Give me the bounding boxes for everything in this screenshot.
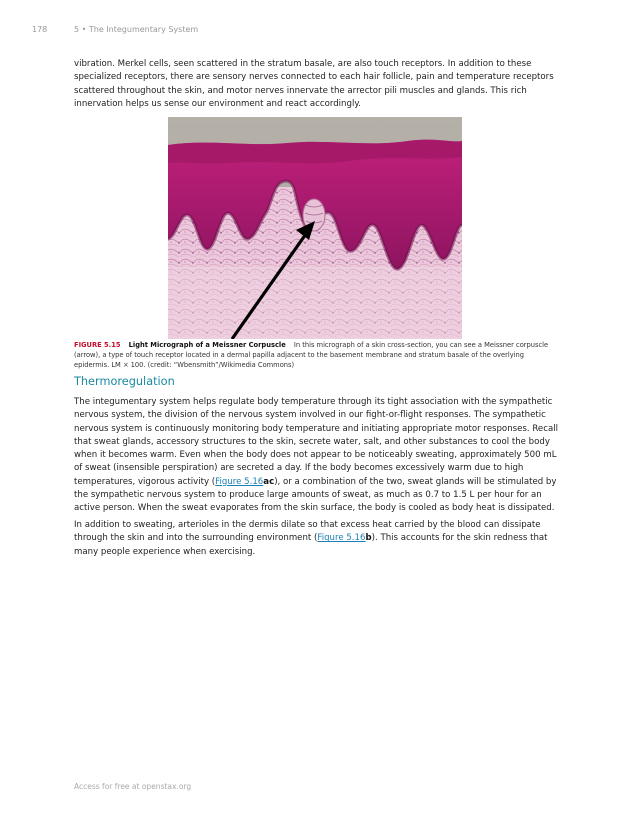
p3-text-end: ). This accounts for the skin redness that many people experience when exercising. <box>74 533 548 557</box>
p3-text-start: In addition to sweating, arterioles in the dermis dilate so that excess heat carried by the blood can dissipate through the skin and into the surrounding environment ( <box>74 520 541 544</box>
p2-text-end: ), or a combination of the two, sweat glands will be stimulated by the sympathetic nervous system to produce large amounts of sweat, as much as 0.7 to 1.5 L per hour for an active person. When the sweat evaporates from the skin surface, the body is cooled as body heat is dissipated. <box>74 476 557 514</box>
figure-caption-text: In this micrograph of a skin cross-section, you can see a Meissner corpuscle (arrow), a type of touch receptor located in a dermal papilla adjacent to the basement membrane and stratum basale of the overlying epidermis. LM × 100. (credit: “Wbensmith”/Wikimedia Commons) <box>74 341 549 369</box>
page-number: 178 <box>32 25 48 34</box>
intro-paragraph: vibration. Merkel cells, seen scattered in the stratum basale, are also touch receptors. In addition to these specialized receptors, there are sensory nerves connected to each hair follicle, pain and temperature receptors scattered throughout the skin, and motor nerves innervate the arrector pili muscles and glands. This rich innervation helps us sense our environment and react accordingly. <box>74 59 554 109</box>
section-heading: Thermoregulation <box>74 375 175 388</box>
figure-caption <box>74 341 558 370</box>
figure-link-5-16-b[interactable]: Figure 5.16 <box>317 533 366 544</box>
thermoregulation-paragraph-2 <box>74 519 558 559</box>
micrograph-figure <box>168 117 462 339</box>
thermoregulation-paragraph-1 <box>74 396 558 516</box>
figure-label: FIGURE 5.15 <box>74 341 121 349</box>
figure-link-5-16-ac[interactable]: Figure 5.16 <box>215 476 264 487</box>
meissner-corpuscle-micrograph <box>168 117 462 339</box>
figure-title: Light Micrograph of a Meissner Corpuscle <box>128 341 286 349</box>
figure-part-b: b <box>365 533 372 544</box>
page-footer[interactable]: Access for free at openstax.org <box>74 782 192 791</box>
figure-part-ac: ac <box>263 476 275 487</box>
chapter-title: 5 • The Integumentary System <box>74 25 199 34</box>
p2-text-start: The integumentary system helps regulate body temperature through its tight association with the sympathetic nervous system, the division of the nervous system involved in our fight-or-flight responses. The sympathetic nervous system is continuously monitoring body temperature and initiating appropriate motor responses. Recall that sweat glands, accessory structures to the skin, secrete water, salt, and other substances to cool the body when it becomes warm. Even when the body does not appear to be noticeably sweating, approximately 500 mL of sweat (insensible perspiration) are secreted a day. If the body becomes excessively warm due to high temperatures, vigorous activity ( <box>74 397 558 487</box>
